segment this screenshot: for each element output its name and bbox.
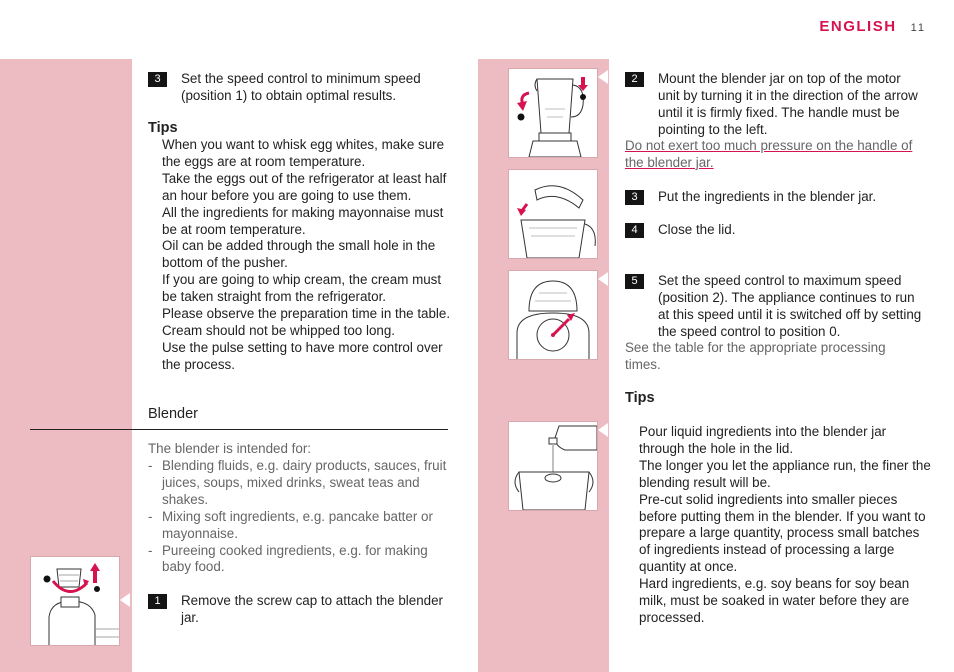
right-step-5 <box>625 273 925 341</box>
language-label: ENGLISH <box>819 18 897 35</box>
processing-note: See the table for the appropriate processing times. <box>625 340 886 372</box>
section-divider <box>30 429 448 430</box>
step-number: 5 <box>625 274 644 289</box>
illustration-pointer <box>598 272 608 286</box>
step-number: 3 <box>148 72 167 87</box>
tip-item: All the ingredients for making mayonnaise must be at room temperature. <box>162 204 444 237</box>
right-step-3 <box>625 189 925 206</box>
step-text: Put the ingredients in the blender jar. <box>658 189 877 204</box>
tip-item: Pre-cut solid ingredients into smaller pieces before putting them in the blender. If you want to prepare a large quantity, process small batches of ingredients instead of processing a large quantity at once. <box>639 491 926 575</box>
use-item: - Pureeing cooked ingredients, e.g. for making baby food. <box>148 543 448 577</box>
step-text: Set the speed control to maximum speed (position 2). The appliance continues to run at this speed until it is switched off by setting the speed control to position 0. <box>658 273 922 339</box>
use-item: - Mixing soft ingredients, e.g. pancake batter or mayonnaise. <box>148 509 448 543</box>
step-number: 1 <box>148 594 167 609</box>
step-text: Set the speed control to minimum speed (position 1) to obtain optimal results. <box>181 71 421 103</box>
page-header <box>819 18 926 35</box>
page-number: 11 <box>910 22 926 34</box>
left-step-1 <box>148 593 448 627</box>
tip-item: Use the pulse setting to have more control over the process. <box>162 339 443 372</box>
illustration-pointer <box>598 423 608 437</box>
tip-item: Please observe the preparation time in the table. Cream should not be whipped too long. <box>162 306 451 338</box>
tip-item: Oil can be added through the small hole in the bottom of the pusher. <box>162 238 436 271</box>
handle-warning: Do not exert too much pressure on the handle of the blender jar. <box>625 138 913 170</box>
section-title: Blender <box>148 406 198 422</box>
step-number: 4 <box>625 223 644 238</box>
step-text: Close the lid. <box>658 222 736 237</box>
left-tips-heading: Tips <box>148 120 178 136</box>
use-item: - Blending fluids, e.g. dairy products, sauces, fruit juices, soups, mixed drinks, sweat teas and shakes. <box>148 458 448 509</box>
screw-cap-illustration <box>30 556 120 646</box>
tip-item: Hard ingredients, e.g. soy beans for soy bean milk, must be soaked in water before they are processed. <box>639 576 910 625</box>
illustration-pointer <box>598 70 608 84</box>
speed-dial-illustration <box>508 270 598 360</box>
blender-intro: The blender is intended for: <box>148 441 312 456</box>
tip-item: Take the eggs out of the refrigerator at least half an hour before you are going to use them. <box>162 170 447 203</box>
illustration-pointer <box>120 593 130 607</box>
step-text: Remove the screw cap to attach the blender jar. <box>181 593 444 625</box>
left-step-3 <box>148 71 448 105</box>
right-step-2 <box>625 71 925 139</box>
step-number: 2 <box>625 72 644 87</box>
pour-liquid-illustration <box>508 421 598 511</box>
open-lid-illustration <box>508 169 598 259</box>
mount-jar-illustration <box>508 68 598 158</box>
blender-uses-list <box>148 458 448 576</box>
step-number: 3 <box>625 190 644 205</box>
tip-item: When you want to whisk egg whites, make sure the eggs are at room temperature. <box>162 137 445 169</box>
tip-item: If you are going to whip cream, the cream must be taken straight from the refrigerator. <box>162 272 442 305</box>
right-tips-list <box>639 424 931 627</box>
tip-item: Pour liquid ingredients into the blender jar through the hole in the lid. <box>639 424 887 456</box>
tip-item: The longer you let the appliance run, the finer the blending result will be. <box>639 457 931 490</box>
left-tips-list <box>162 137 452 374</box>
right-step-4 <box>625 222 925 239</box>
right-tips-heading: Tips <box>625 390 655 406</box>
step-text: Mount the blender jar on top of the motor unit by turning it in the direction of the arrow until it is firmly fixed. The handle must be pointing to the left. <box>658 71 918 137</box>
